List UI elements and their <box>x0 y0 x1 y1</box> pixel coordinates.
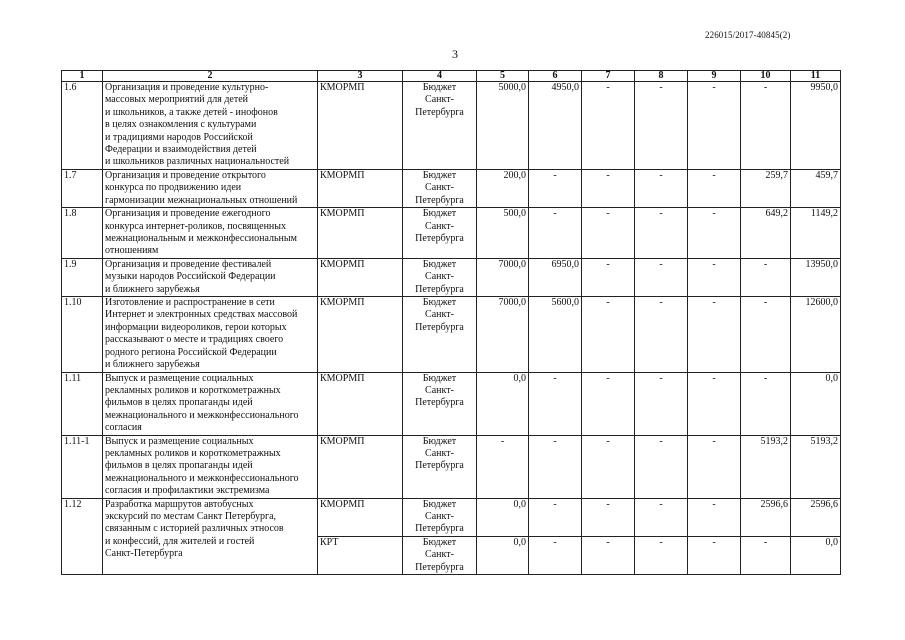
value-cell: 0,0 <box>791 536 841 574</box>
row-description: Разработка маршрутов автобусных экскурсий по местам Санкт Петербурга, связанным с историей различных этносов и конфессий, для жителей и гостей Санкт-Петербурга <box>103 498 318 574</box>
row-description: Выпуск и размещение социальных рекламных роликов и короткометражных фильмов в целях пропаганды идей межнационального и межконфессионального согласия и профилактики экстремизма <box>103 435 318 498</box>
table-row <box>62 297 841 372</box>
value-cell: - <box>582 258 635 296</box>
table-row <box>62 258 841 296</box>
value-cell: - <box>688 498 741 536</box>
col-header: 9 <box>688 71 741 82</box>
row-description: Организация и проведение фестивалей музыки народов Российской Федерации и ближнего зарубежья <box>103 258 318 296</box>
value-cell: 6950,0 <box>529 258 582 296</box>
value-cell: - <box>635 208 688 259</box>
value-cell: 5193,2 <box>741 435 791 498</box>
row-number: 1.11-1 <box>62 435 103 498</box>
value-cell: 7000,0 <box>477 297 529 372</box>
funding-source-cell: Бюджет Санкт- Петербурга <box>403 258 477 296</box>
value-cell: - <box>477 435 529 498</box>
value-cell: - <box>741 372 791 435</box>
row-number: 1.6 <box>62 82 103 170</box>
value-cell: - <box>635 258 688 296</box>
funding-source-cell: Бюджет Санкт- Петербурга <box>403 536 477 574</box>
funding-source-cell: Бюджет Санкт- Петербурга <box>403 435 477 498</box>
value-cell: - <box>741 82 791 170</box>
executor-cell: КМОРМП <box>318 208 403 259</box>
value-cell: - <box>582 536 635 574</box>
value-cell: 649,2 <box>741 208 791 259</box>
value-cell: 2596,6 <box>791 498 841 536</box>
value-cell: - <box>529 498 582 536</box>
value-cell: - <box>529 536 582 574</box>
value-cell: 500,0 <box>477 208 529 259</box>
table-row <box>62 208 841 259</box>
executor-cell: КМОРМП <box>318 297 403 372</box>
executor-cell: КМОРМП <box>318 82 403 170</box>
value-cell: - <box>582 297 635 372</box>
value-cell: 0,0 <box>477 536 529 574</box>
value-cell: 200,0 <box>477 170 529 208</box>
value-cell: - <box>582 170 635 208</box>
row-description: Изготовление и распространение в сети Интернет и электронных средствах массовой информации видеороликов, герои которых рассказывают о месте и традициях своего родного региона Российской Федерации и ближнего зарубежья <box>103 297 318 372</box>
value-cell: 1149,2 <box>791 208 841 259</box>
value-cell: - <box>688 82 741 170</box>
table-row <box>62 435 841 498</box>
row-description: Организация и проведение открытого конкурса по продвижению идеи гармонизации межнациональных отношений <box>103 170 318 208</box>
value-cell: 0,0 <box>477 498 529 536</box>
table-row <box>62 82 841 170</box>
executor-cell: КМОРМП <box>318 498 403 536</box>
col-header: 1 <box>62 71 103 82</box>
program-table <box>61 70 841 575</box>
funding-source-cell: Бюджет Санкт- Петербурга <box>403 498 477 536</box>
col-header: 10 <box>741 71 791 82</box>
value-cell: - <box>741 536 791 574</box>
executor-cell: КМОРМП <box>318 435 403 498</box>
table-row <box>62 372 841 435</box>
col-header: 7 <box>582 71 635 82</box>
value-cell: 2596,6 <box>741 498 791 536</box>
value-cell: - <box>635 372 688 435</box>
value-cell: 0,0 <box>477 372 529 435</box>
value-cell: - <box>741 297 791 372</box>
row-number: 1.7 <box>62 170 103 208</box>
col-header: 8 <box>635 71 688 82</box>
value-cell: - <box>635 170 688 208</box>
executor-cell: КМОРМП <box>318 372 403 435</box>
col-header: 6 <box>529 71 582 82</box>
executor-cell: КМОРМП <box>318 258 403 296</box>
row-description: Организация и проведение ежегодного конкурса интернет-роликов, посвященных межнациональным и межконфессиональным отношениям <box>103 208 318 259</box>
value-cell: 4950,0 <box>529 82 582 170</box>
value-cell: - <box>635 435 688 498</box>
value-cell: 259,7 <box>741 170 791 208</box>
value-cell: - <box>688 208 741 259</box>
row-number: 1.9 <box>62 258 103 296</box>
row-description: Выпуск и размещение социальных рекламных роликов и короткометражных фильмов в целях пропаганды идей межнационального и межконфессионального согласия <box>103 372 318 435</box>
value-cell: - <box>741 258 791 296</box>
value-cell: - <box>582 208 635 259</box>
value-cell: - <box>688 372 741 435</box>
value-cell: - <box>688 536 741 574</box>
value-cell: 7000,0 <box>477 258 529 296</box>
value-cell: - <box>635 536 688 574</box>
value-cell: - <box>688 170 741 208</box>
value-cell: 0,0 <box>791 372 841 435</box>
table-header-row <box>62 71 841 82</box>
value-cell: - <box>688 297 741 372</box>
value-cell: - <box>529 208 582 259</box>
table-row <box>62 170 841 208</box>
funding-source-cell: Бюджет Санкт- Петербурга <box>403 297 477 372</box>
value-cell: - <box>635 82 688 170</box>
value-cell: 12600,0 <box>791 297 841 372</box>
value-cell: - <box>582 498 635 536</box>
col-header: 3 <box>318 71 403 82</box>
document-number: 226015/2017-40845(2) <box>705 30 791 40</box>
value-cell: - <box>688 258 741 296</box>
value-cell: - <box>688 435 741 498</box>
value-cell: - <box>529 435 582 498</box>
value-cell: - <box>582 372 635 435</box>
funding-source-cell: Бюджет Санкт- Петербурга <box>403 208 477 259</box>
row-number: 1.10 <box>62 297 103 372</box>
col-header: 11 <box>791 71 841 82</box>
value-cell: 9950,0 <box>791 82 841 170</box>
col-header: 2 <box>103 71 318 82</box>
row-number: 1.8 <box>62 208 103 259</box>
value-cell: 5000,0 <box>477 82 529 170</box>
value-cell: 13950,0 <box>791 258 841 296</box>
page-number: 3 <box>452 47 458 61</box>
value-cell: 5600,0 <box>529 297 582 372</box>
row-number: 1.12 <box>62 498 103 574</box>
value-cell: - <box>582 82 635 170</box>
table-row <box>62 498 841 536</box>
col-header: 5 <box>477 71 529 82</box>
row-description: Организация и проведение культурно- массовых мероприятий для детей и школьников, а также детей - инофонов в целях ознакомления с культурами и традициями народов Российской Федерации и взаимодействия детей и школьников различных национальностей <box>103 82 318 170</box>
row-number: 1.11 <box>62 372 103 435</box>
executor-cell: КРТ <box>318 536 403 574</box>
value-cell: - <box>529 170 582 208</box>
value-cell: 459,7 <box>791 170 841 208</box>
value-cell: - <box>635 498 688 536</box>
funding-source-cell: Бюджет Санкт- Петербурга <box>403 82 477 170</box>
funding-source-cell: Бюджет Санкт- Петербурга <box>403 170 477 208</box>
value-cell: - <box>529 372 582 435</box>
value-cell: - <box>635 297 688 372</box>
executor-cell: КМОРМП <box>318 170 403 208</box>
value-cell: - <box>582 435 635 498</box>
value-cell: 5193,2 <box>791 435 841 498</box>
col-header: 4 <box>403 71 477 82</box>
funding-source-cell: Бюджет Санкт- Петербурга <box>403 372 477 435</box>
